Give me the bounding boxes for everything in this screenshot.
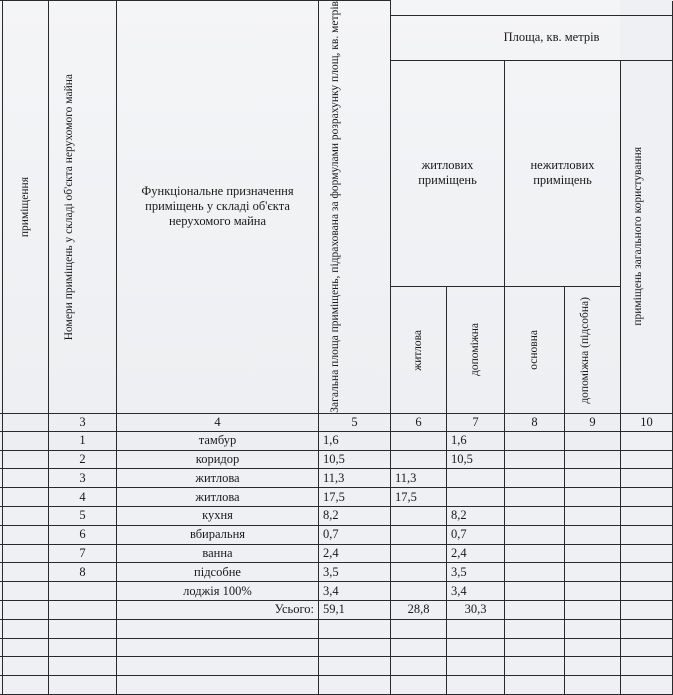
totals-row bbox=[0, 600, 673, 619]
table-row: 6 вбиральня 0,7 0,7 bbox=[0, 525, 673, 544]
column-number-row bbox=[0, 413, 673, 431]
table-row: 3 житлова 11,3 11,3 bbox=[0, 469, 673, 488]
header-col-5: Загальна площа приміщень, підрахована за формулами розрахунку площ, кв. метрів bbox=[319, 1, 391, 414]
header-nonresidential-group: нежитлових приміщень bbox=[505, 60, 621, 287]
colnum-3: 3 bbox=[49, 413, 117, 431]
empty-row bbox=[0, 638, 673, 657]
header-top-strip bbox=[391, 1, 673, 16]
colnum-8: 8 bbox=[505, 413, 565, 431]
colnum-10: 10 bbox=[621, 413, 673, 431]
header-col-6: житлова bbox=[391, 287, 447, 414]
totals-aux-area: 30,3 bbox=[447, 600, 505, 619]
totals-label: Усього: bbox=[117, 600, 319, 619]
table-row: 1 тамбур 1,6 1,6 bbox=[0, 431, 673, 450]
header-col-7: допоміжна bbox=[447, 287, 505, 414]
table-row: лоджія 100% 3,4 3,4 bbox=[0, 582, 673, 601]
empty-row bbox=[0, 676, 673, 695]
colnum-9: 9 bbox=[565, 413, 621, 431]
totals-living-area: 28,8 bbox=[391, 600, 447, 619]
header-col-3: Номери приміщень у складі об'єкта нерухомого майна bbox=[49, 1, 117, 414]
colnum-7: 7 bbox=[447, 413, 505, 431]
header-col-8: основна bbox=[505, 287, 565, 414]
header-residential-group: житлових приміщень bbox=[391, 60, 505, 287]
colnum-4: 4 bbox=[117, 413, 319, 431]
table-row: 8 підсобне 3,5 3,5 bbox=[0, 563, 673, 582]
header-col-10: приміщень загального користування bbox=[621, 60, 673, 413]
table-row: 7 ванна 2,4 2,4 bbox=[0, 544, 673, 563]
header-col-4: Функціональне призначення приміщень у складі об'єкта нерухомого майна bbox=[117, 1, 319, 414]
header-area-group: Площа, кв. метрів bbox=[391, 15, 673, 60]
table-row: 4 житлова 17,5 17,5 bbox=[0, 488, 673, 507]
header-col-9: допоміжна (підсобна) bbox=[565, 287, 621, 414]
empty-row bbox=[0, 657, 673, 676]
table-row: 2 коридор 10,5 10,5 bbox=[0, 450, 673, 469]
header-col-2: приміщення bbox=[3, 1, 49, 414]
totals-total-area: 59,1 bbox=[319, 600, 391, 619]
colnum-5: 5 bbox=[319, 413, 391, 431]
colnum-6: 6 bbox=[391, 413, 447, 431]
table-row: 5 кухня 8,2 8,2 bbox=[0, 506, 673, 525]
empty-row bbox=[0, 619, 673, 638]
